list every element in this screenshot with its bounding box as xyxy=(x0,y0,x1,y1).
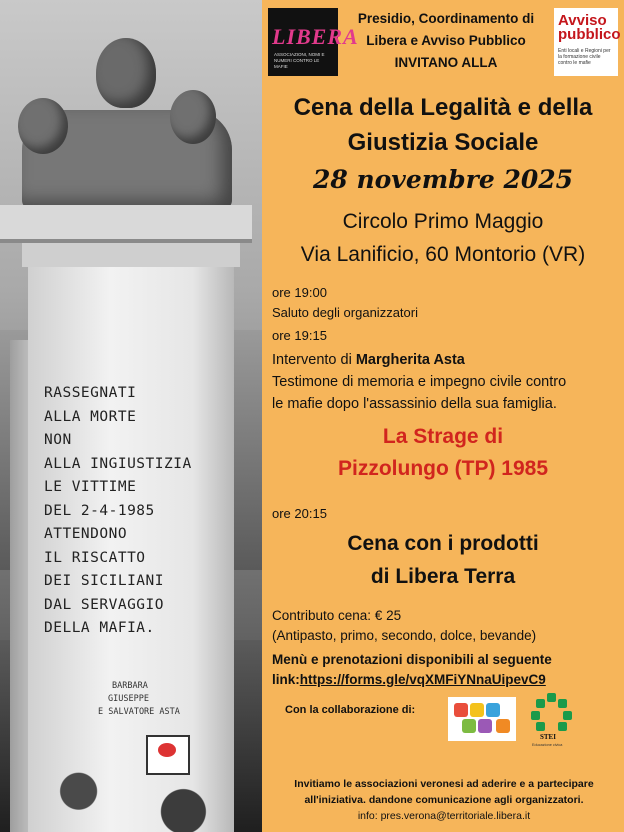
partner-logo-puzzle xyxy=(448,697,516,741)
collaboration-label: Con la collaborazione di: xyxy=(285,704,416,716)
booking-link-prefix: link: xyxy=(272,672,300,687)
speaker-desc-line-2: le mafie dopo l'assassinio della sua famiglia. xyxy=(272,396,557,412)
venue-name: Circolo Primo Maggio xyxy=(342,210,544,233)
statue-child-left xyxy=(18,98,68,154)
avviso-logo-subtitle: Enti locali e Regioni per la formazione civile contro le mafie xyxy=(558,48,611,66)
avviso-logo-word-1: Avviso xyxy=(558,12,607,29)
inscription-line: DEI SICILIANI xyxy=(44,573,164,589)
monument-inscription xyxy=(44,382,224,641)
program-time-2: ore 19:15 xyxy=(272,328,327,343)
speaker-prefix: Intervento di xyxy=(272,352,356,368)
speaker-desc-line-1: Testimone di memoria e impegno civile contro xyxy=(272,374,567,390)
event-title-line-2: Giustizia Sociale xyxy=(347,129,539,156)
organizers-line-2: Libera e Avviso Pubblico xyxy=(366,33,526,48)
organizers-line-1: Presidio, Coordinamento di xyxy=(357,11,535,26)
organizers-header xyxy=(344,8,548,74)
strage-line-1: La Strage di xyxy=(382,425,504,448)
plants xyxy=(0,730,262,832)
booking-link-row xyxy=(272,670,622,690)
cena-line-2: di Libera Terra xyxy=(370,565,516,588)
inscription-name: GIUSEPPE xyxy=(108,694,149,704)
inscription-line: DAL SERVAGGIO xyxy=(44,596,164,613)
inscription-line: ALLA MORTE xyxy=(44,408,137,425)
strage-line-2: Pizzolungo (TP) 1985 xyxy=(337,457,549,480)
libera-logo xyxy=(268,8,359,76)
libera-logo-subtitle: ASSOCIAZIONI, NOMI E NUMERI CONTRO LE MAFIE xyxy=(274,52,325,69)
inscription-line: RASSEGNATI xyxy=(44,385,137,401)
partner-logo-stei xyxy=(528,693,576,747)
organizers-line-3: INVITANO ALLA xyxy=(394,55,498,70)
booking-link[interactable]: https://forms.gle/vqXMFiYNnaUipevC9 xyxy=(299,672,546,687)
contribution-menu: (Antipasto, primo, secondo, dolce, bevande) xyxy=(272,628,537,643)
stei-subtitle: Educazione civica xyxy=(532,743,563,747)
inscription-names xyxy=(98,680,180,719)
inscription-name: BARBARA xyxy=(112,681,148,691)
program-time-1: ore 19:00 xyxy=(272,285,327,300)
program-time-3: ore 20:15 xyxy=(272,506,327,521)
invitation-text xyxy=(266,776,622,808)
monument-capital xyxy=(0,205,252,243)
contribution-price: Contributo cena: € 25 xyxy=(272,608,402,623)
libera-logo-word: LIBERA xyxy=(272,24,359,49)
booking-info xyxy=(272,650,622,690)
statue-child-right xyxy=(170,90,216,144)
program-item-2 xyxy=(272,350,622,370)
inscription-line: NON xyxy=(44,432,72,448)
avviso-pubblico-logo xyxy=(554,8,621,76)
contact-info: info: pres.verona@territoriale.libera.it xyxy=(357,810,531,822)
avviso-logo-word xyxy=(558,14,621,42)
cena-line-1: Cena con i prodotti xyxy=(347,532,539,555)
inscription-line: DEL 2-4-1985 xyxy=(44,502,155,519)
event-title xyxy=(262,90,624,160)
inscription-line: ALLA INGIUSTIZIA xyxy=(44,455,192,472)
avviso-logo-word-2: pubblico xyxy=(558,26,621,43)
inscription-line: DELLA MAFIA. xyxy=(44,620,155,636)
event-date: 28 novembre 2025 xyxy=(312,165,574,194)
speaker-name: Margherita Asta xyxy=(355,352,465,368)
venue-address: Via Lanificio, 60 Montorio (VR) xyxy=(300,243,586,266)
inscription-line: ATTENDONO xyxy=(44,526,128,542)
memorial-photo xyxy=(0,0,262,832)
event-venue xyxy=(262,205,624,271)
inscription-line: LE VITTIME xyxy=(44,479,137,495)
booking-line-1: Menù e prenotazioni disponibili al seguente xyxy=(272,652,552,667)
monument-capital-lower xyxy=(22,243,240,267)
stei-label: STEI xyxy=(540,733,556,741)
program-item-1: Saluto degli organizzatori xyxy=(272,305,418,320)
event-title-line-1: Cena della Legalità e della xyxy=(293,94,593,121)
invitation-line-2: all'iniziativa. dandone comunicazione agli organizzatori. xyxy=(304,794,584,806)
statue-mother-head xyxy=(96,38,156,108)
inscription-name: E SALVATORE ASTA xyxy=(98,707,180,717)
invitation-line-1: Invitiamo le associazioni veronesi ad aderire e a partecipare xyxy=(294,778,594,790)
inscription-line: IL RISCATTO xyxy=(44,549,146,566)
